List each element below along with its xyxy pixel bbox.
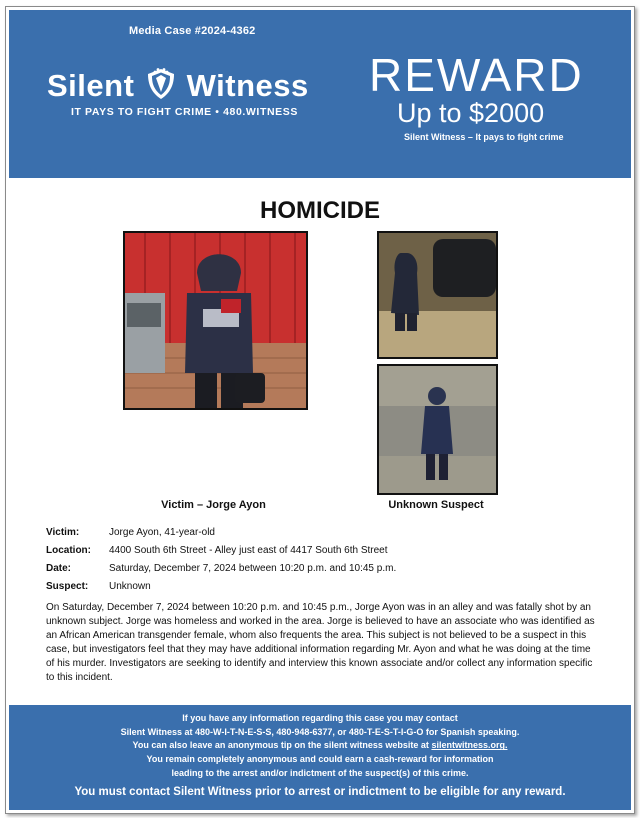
detail-row-location <box>46 541 396 559</box>
flyer <box>5 6 635 814</box>
footer-line: If you have any information regarding this case you may contact <box>182 713 458 723</box>
reward-subtitle: Silent Witness – It pays to fight crime <box>404 132 564 142</box>
footer-line: leading to the arrest and/or indictment of the suspect(s) of this crime. <box>171 767 469 778</box>
shield-logo-icon <box>146 66 176 100</box>
header-banner <box>9 10 631 178</box>
case-details <box>46 523 396 595</box>
footer-line <box>9 739 631 753</box>
suspect-photo-2 <box>377 364 498 495</box>
detail-label: Suspect: <box>46 580 89 592</box>
detail-label: Date: <box>46 562 72 574</box>
logo-text-silent: Silent <box>47 68 135 103</box>
eligibility-notice: You must contact Silent Witness prior to arrest or indictment to be eligible for any reward. <box>74 785 566 798</box>
footer-line: Silent Witness at 480-W-I-T-N-E-S-S, 480-948-6377, or 480-T-E-S-T-I-G-O for Spanish speaking. <box>120 726 520 737</box>
detail-value: Saturday, December 7, 2024 between 10:20 p.m. and 10:45 p.m. <box>109 562 397 574</box>
footer-line: You remain completely anonymous and could earn a cash-reward for information <box>146 754 494 765</box>
victim-photo <box>123 231 308 410</box>
footer-line-text: You can also leave an anonymous tip on the silent witness website at <box>132 740 432 751</box>
victim-caption: Victim – Jorge Ayon <box>161 499 266 511</box>
detail-value: Unknown <box>109 580 151 592</box>
footer-banner <box>9 705 631 810</box>
detail-value: Jorge Ayon, 41-year-old <box>109 526 215 538</box>
case-narrative: On Saturday, December 7, 2024 between 10:20 p.m. and 10:45 p.m., Jorge Ayon was in an alley and was fatally shot by an unknown subject. Jorge was homeless and worked in the area. Jorge is believed to have an associate who was identified as an African American transgender female, whom also frequents the area. This subject is not believed to be a suspect in this case, but investigators feel that they may have additional information regarding Mr. Ayon and what he was doing at the time of his murder. Investigators are seeking to identify and interview this known associate and/or collect any information specific to this incident. <box>46 602 595 683</box>
detail-row-date <box>46 559 396 577</box>
detail-label: Victim: <box>46 526 80 538</box>
reward-amount: Up to $2000 <box>397 98 545 128</box>
reward-heading: REWARD <box>369 49 584 101</box>
media-case-number: Media Case #2024-4362 <box>129 25 256 37</box>
detail-row-suspect <box>46 577 396 595</box>
detail-value: 4400 South 6th Street - Alley just east of 4417 South 6th Street <box>109 544 388 556</box>
crime-title: HOMICIDE <box>260 197 380 224</box>
suspect-photo-1 <box>377 231 498 359</box>
detail-label: Location: <box>46 544 91 556</box>
suspect-caption: Unknown Suspect <box>388 499 484 511</box>
logo-text-witness: Witness <box>186 68 309 103</box>
silent-witness-logo <box>47 66 309 104</box>
tagline: IT PAYS TO FIGHT CRIME • 480.WITNESS <box>71 106 298 118</box>
detail-row-victim <box>46 523 396 541</box>
website-link[interactable]: silentwitness.org. <box>431 740 508 751</box>
